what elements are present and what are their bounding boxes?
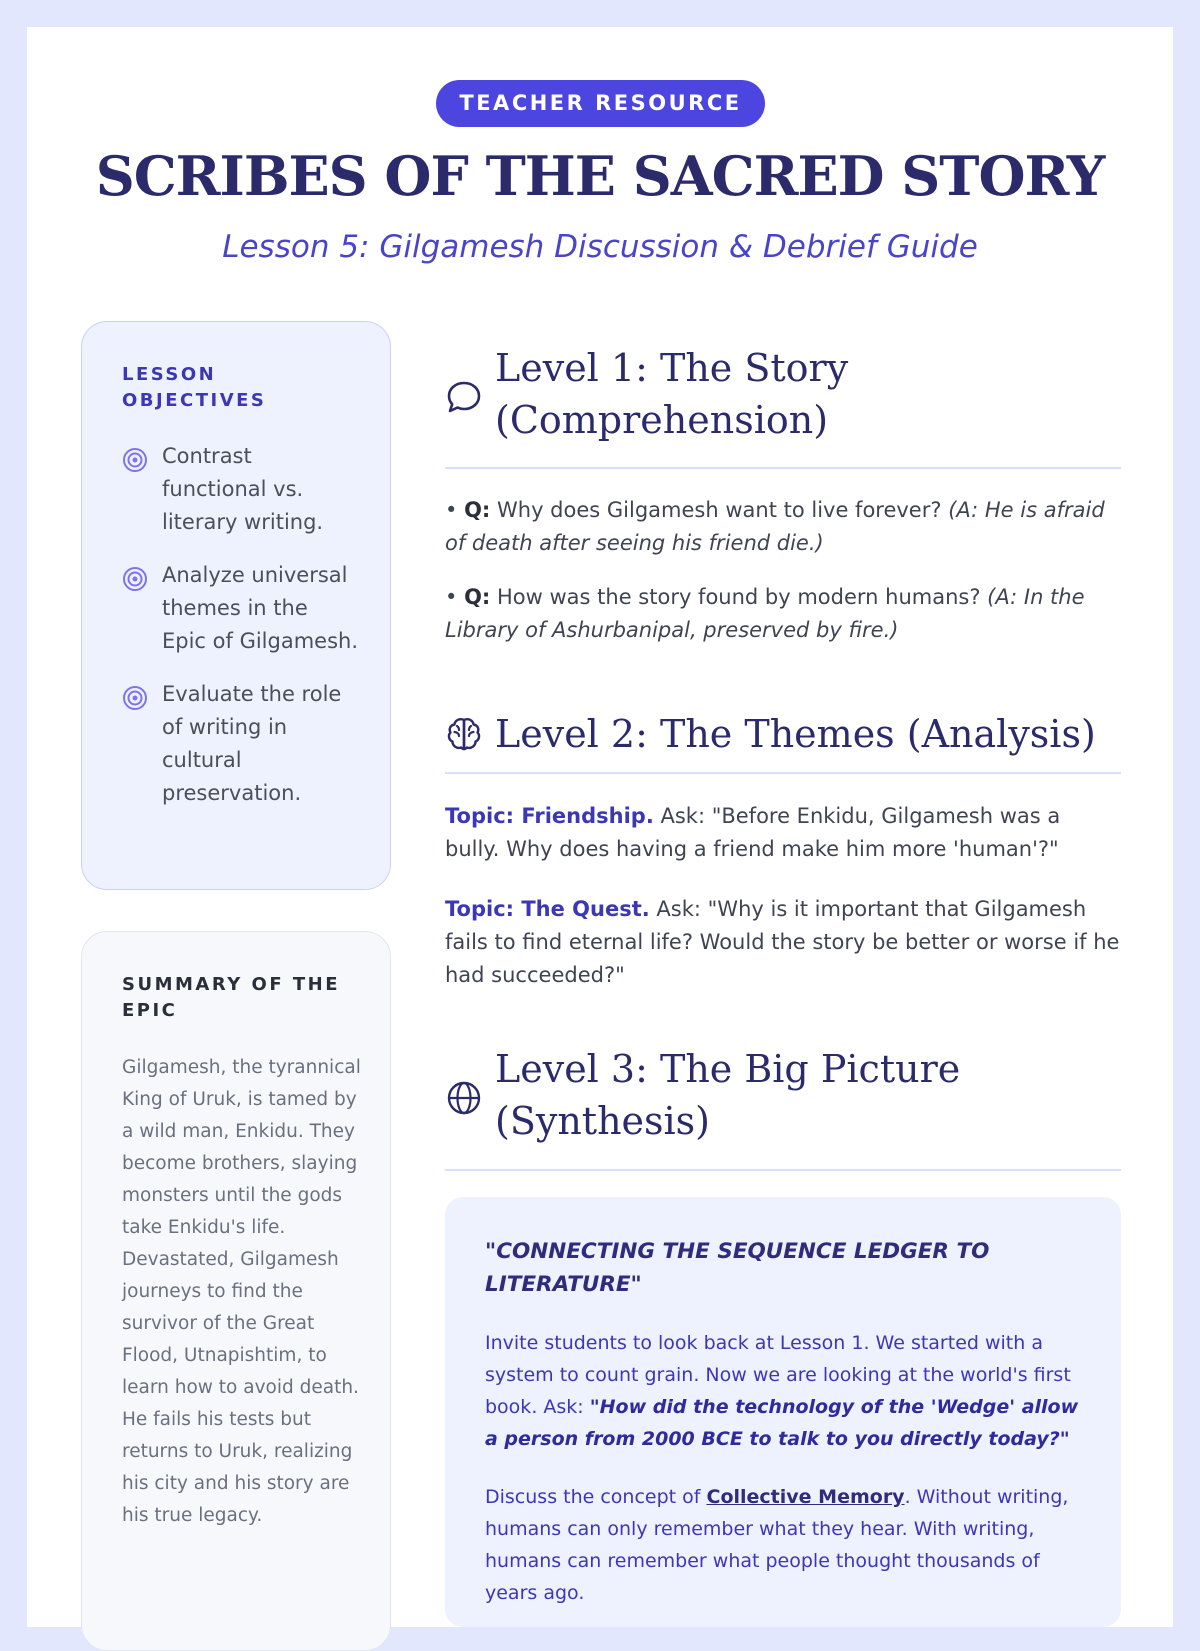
topic-label: Topic: Friendship. — [445, 804, 654, 828]
objectives-heading — [122, 362, 364, 414]
lesson-objectives-card — [81, 321, 391, 890]
synthesis-paragraph — [485, 1327, 1083, 1455]
level1-title-line1: Level 1: The Story — [495, 346, 849, 390]
level2-title: Level 2: The Themes (Analysis) — [495, 712, 1096, 756]
summary-heading — [122, 972, 362, 1024]
question-text: Why does Gilgamesh want to live forever? — [490, 498, 949, 522]
page-subtitle: Lesson 5: Gilgamesh Discussion & Debrief Guide — [222, 229, 978, 265]
bullet: • — [445, 498, 458, 522]
objectives-list — [122, 440, 364, 810]
question-label: Q: — [464, 498, 491, 522]
summary-text: Gilgamesh, the tyrannical King of Uruk, is tamed by a wild man, Enkidu. They become brothers, slaying monsters until the gods take Enkidu's life. Devastated, Gilgamesh journeys to find the survivor of the Great Flood, Utnapishtim, to learn how to avoid death. He fails his tests but returns to Uruk, realizing his city and his story are his true legacy. — [122, 1057, 361, 1526]
level1-title-line2: (Comprehension) — [495, 398, 829, 442]
level3-header — [445, 1021, 1121, 1171]
question-text: How was the story found by modern humans? — [490, 585, 988, 609]
page-title: SCRIBES OF THE SACRED STORY — [95, 144, 1105, 208]
objectives-heading-line2: OBJECTIVES — [122, 390, 267, 411]
question-label: Q: — [464, 585, 491, 609]
objective-item — [122, 678, 364, 810]
objective-text: Analyze universal themes in the Epic of Gilgamesh. — [162, 563, 359, 653]
level3-title-line2: (Synthesis) — [495, 1099, 711, 1143]
objective-text: Contrast functional vs. literary writing. — [162, 444, 324, 534]
summary-heading-line2: EPIC — [122, 1000, 178, 1021]
objective-item — [122, 440, 364, 539]
synthesis-text: Invite students to look back at Lesson 1. We started with a system to count grain. Now we are looking at the world's first book. Ask: — [485, 1332, 1071, 1418]
target-icon — [122, 447, 148, 473]
objective-item — [122, 559, 364, 658]
synthesis-text: Discuss the concept of — [485, 1486, 707, 1508]
topic-label: Topic: The Quest. — [445, 897, 650, 921]
resource-page — [27, 27, 1173, 1627]
teacher-resource-badge: TEACHER RESOURCE — [436, 80, 765, 127]
level1-header — [445, 321, 1121, 469]
answer-text: (A: In the Library of Ashurbanipal, preserved by fire.) — [445, 585, 1085, 642]
brain-icon — [445, 715, 483, 753]
level1-title — [495, 342, 848, 446]
level3-title — [495, 1043, 960, 1147]
speech-bubble-icon — [445, 378, 483, 416]
level2-topic — [445, 893, 1121, 992]
summary-heading-line1: SUMMARY OF THE — [122, 974, 341, 995]
synthesis-callout — [445, 1197, 1121, 1627]
synthesis-paragraph — [485, 1481, 1083, 1609]
level1-question — [445, 494, 1121, 560]
topic-text: Ask: "Before Enkidu, Gilgamesh was a bully. Why does having a friend make him more 'human'?" — [445, 804, 1061, 861]
topic-text: Ask: "Why is it important that Gilgamesh fails to find eternal life? Would the story be better or worse if he had succeeded?" — [445, 897, 1120, 987]
answer-text: (A: He is afraid of death after seeing his friend die.) — [445, 498, 1105, 555]
collective-memory-term: Collective Memory — [706, 1486, 905, 1508]
level3-title-line1: Level 3: The Big Picture — [495, 1047, 961, 1091]
level2-topic — [445, 800, 1121, 866]
synthesis-heading: "CONNECTING THE SEQUENCE LEDGER TO LITERATURE" — [485, 1239, 990, 1297]
synthesis-text: . Without writing, humans can only remember what they hear. With writing, humans can remember what people thought thousands of years ago. — [485, 1486, 1069, 1604]
level2-header — [445, 696, 1121, 774]
bullet: • — [445, 585, 458, 609]
globe-icon — [445, 1079, 483, 1117]
objectives-heading-line1: LESSON — [122, 364, 217, 385]
synthesis-quote: "How did the technology of the 'Wedge' allow a person from 2000 BCE to talk to you directly today?" — [485, 1396, 1079, 1450]
objective-text: Evaluate the role of writing in cultural preservation. — [162, 682, 342, 805]
target-icon — [122, 566, 148, 592]
level1-question — [445, 581, 1121, 647]
target-icon — [122, 685, 148, 711]
summary-card — [81, 931, 391, 1651]
